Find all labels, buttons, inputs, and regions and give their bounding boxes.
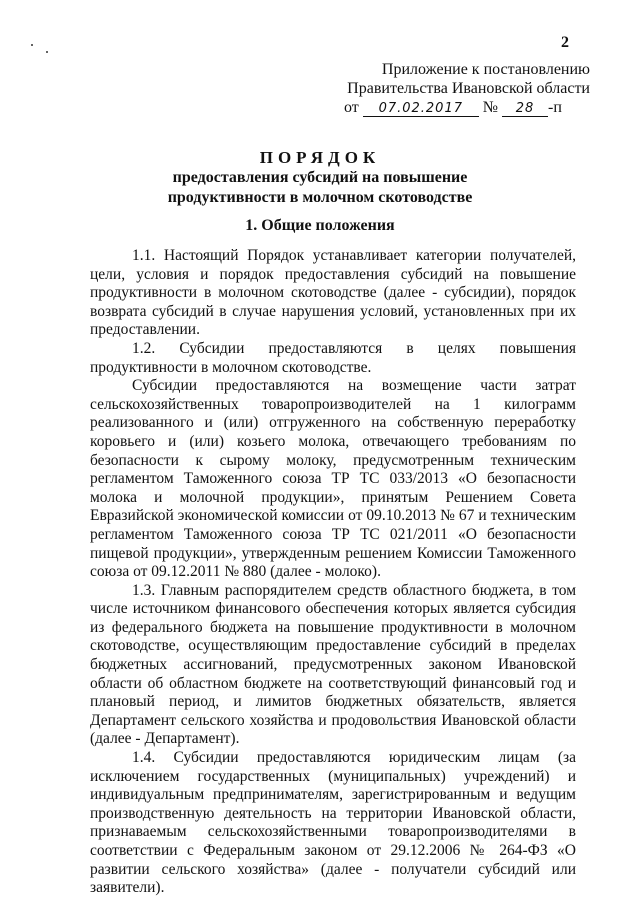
subtitle-line-1: предоставления субсидий на повышение: [172, 169, 468, 186]
annex-number-label: №: [482, 99, 499, 116]
annex-date-number-line: [300, 98, 590, 117]
annex-block: [300, 60, 590, 117]
document-title: ПОРЯДОК: [259, 148, 381, 167]
page-number: 2: [561, 34, 569, 51]
scan-speck: [31, 44, 33, 46]
scan-speck: [46, 51, 48, 53]
annex-line-1: Приложение к постановлению: [381, 61, 590, 78]
section-heading: 1. Общие положения: [245, 217, 395, 234]
handwritten-date: 07.02.2017: [363, 102, 479, 117]
paragraph-1-4: 1.4. Субсидии предоставляются юридическим лицам (за исключением государственных (муниципальных) учреждений) и индивидуальным предпринимателям, зарегистрированным и ведущим производственную деятельность на территории Ивановской области, признаваемым сельскохозяйственными товаропроизводителями в соответствии с Федеральным законом от 29.12.2006 № 264-ФЗ «О развитии сельского хозяйства» (далее - получатели субсидий или заявители).: [90, 749, 576, 897]
paragraph-subsidy-purpose: Субсидии предоставляются на возмещение части затрат сельскохозяйственных товаропроизводителей на 1 килограмм реализованного и (или) отгруженного на собственную переработку коровьего и (или) козьего молока, отвечающего требованиям по безопасности к сырому молоку, предусмотренным техническим регламентом Таможенного союза ТР ТС 033/2013 «О безопасности молока и молочной продукции», принятым Решением Совета Евразийской экономической комиссии от 09.10.2013 № 67 и техническим регламентом Таможенного союза ТР ТС 021/2011 «О безопасности пищевой продукции», утвержденным решением Комиссии Таможенного союза от 09.12.2011 № 880 (далее - молоко).: [90, 377, 576, 581]
handwritten-number: 28: [502, 102, 548, 117]
paragraph-1-1: 1.1. Настоящий Порядок устанавливает категории получателей, цели, условия и порядок предоставления субсидий на повышение продуктивности в молочном скотоводстве (далее - субсидии), порядок возврата субсидий в случае нарушения условий, установленных при их предоставлении.: [90, 247, 576, 339]
paragraph-1-2: 1.2. Субсидии предоставляются в целях повышения продуктивности в молочном скотоводстве.: [90, 339, 576, 376]
annex-number-suffix: -п: [548, 99, 562, 116]
subtitle-line-2: продуктивности в молочном скотоводстве: [167, 189, 473, 206]
section-body: [90, 247, 576, 898]
paragraph-1-3: 1.3. Главным распорядителем средств областного бюджета, в том числе источником финансового обеспечения которых является субсидия из федерального бюджета на повышение продуктивности в молочном скотоводстве, осуществляющим предоставление субсидий в пределах бюджетных ассигнований, предусмотренных законом Ивановской области об областном бюджете на соответствующий финансовый год и плановый период, и лимитов бюджетных обязательств, является Департамент сельского хозяйства и продовольствия Ивановской области (далее - Департамент).: [90, 581, 576, 748]
document-subtitle: [0, 168, 640, 208]
annex-line-2: Правительства Ивановской области: [347, 80, 590, 97]
annex-from-label: от: [344, 99, 359, 116]
